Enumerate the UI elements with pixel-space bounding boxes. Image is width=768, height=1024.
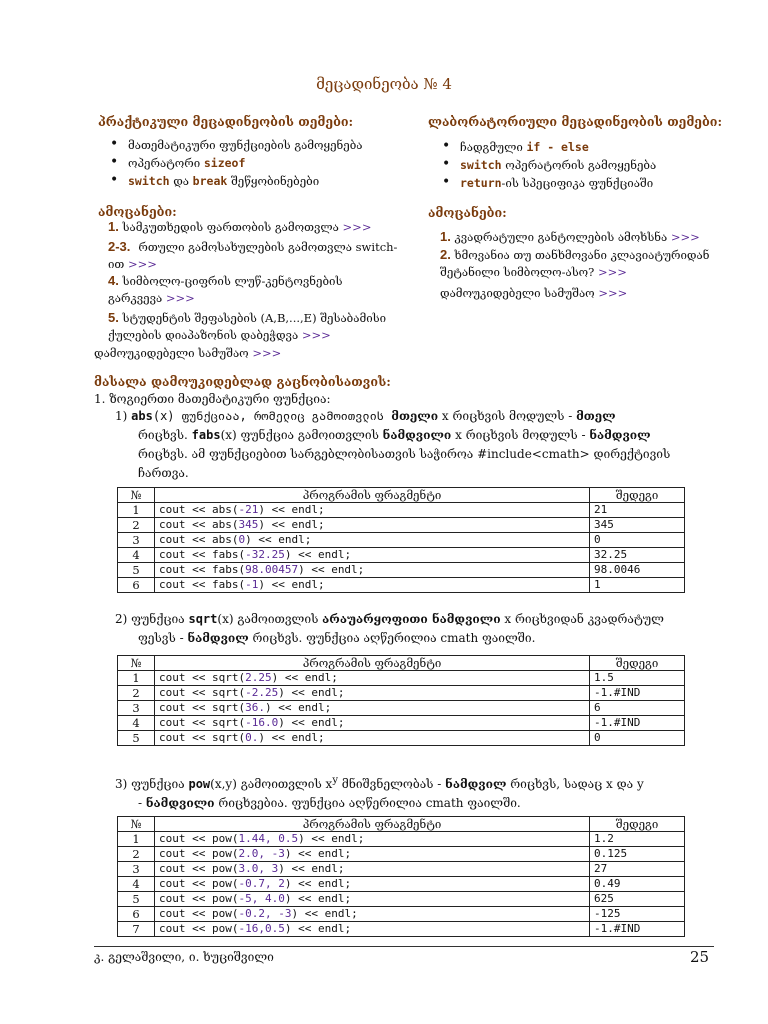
result-cell: 625: [590, 892, 685, 907]
result-cell: 27: [590, 862, 685, 877]
list-item: [430, 158, 730, 176]
table-row: [118, 686, 685, 701]
code-cell: [155, 548, 590, 563]
paragraph-line: [115, 610, 715, 629]
text-run: (x,y) გამოითვლის x: [210, 777, 333, 791]
code-argument: 98.00457: [245, 563, 299, 576]
row-number: 2: [118, 847, 155, 862]
item-number: 2): [115, 612, 128, 626]
lab-task-1: [440, 228, 730, 246]
code-cell: [155, 503, 590, 518]
paragraph-line: რიცხვს. ამ ფუნქციებით სარგებლობისათვის საჭიროა #include<cmath> დირექტივის: [138, 447, 671, 461]
code-prefix: cout << pow(: [159, 892, 239, 905]
code-cell: [155, 701, 590, 716]
table-row: [118, 922, 685, 937]
keyword: break: [192, 174, 228, 188]
result-cell: 345: [590, 518, 685, 533]
text-run: ფუნქცია: [131, 612, 189, 626]
code-argument: -5, 4.0: [238, 892, 285, 905]
practical-heading: პრაქტიკული მეცადინეობის თემები:: [98, 114, 354, 129]
paragraph-1: [115, 407, 715, 483]
col-header-num: №: [118, 817, 155, 832]
result-cell: 21: [590, 503, 685, 518]
code-argument: 2.25: [245, 671, 272, 684]
emphasis: არაუარყოფითი ნამდვილი: [322, 612, 501, 626]
row-number: 4: [118, 716, 155, 731]
row-number: 7: [118, 922, 155, 937]
list-item: [98, 156, 398, 174]
row-number: 6: [118, 907, 155, 922]
text-run: (x) გამოითვლის: [217, 612, 323, 626]
independent-link[interactable]: >>>: [252, 346, 282, 360]
practical-independent: [94, 345, 281, 362]
code-argument: -16.0: [245, 716, 279, 729]
code-suffix: ) << endl;: [258, 731, 325, 744]
table-row: [118, 533, 685, 548]
code-prefix: cout << fabs(: [159, 548, 246, 561]
table-row: [118, 701, 685, 716]
code-prefix: cout << sqrt(: [159, 701, 246, 714]
independent-text: დამოუკიდებელი სამუშაო: [94, 346, 249, 360]
table-row: [118, 563, 685, 578]
paragraph-line: ჩართვა.: [138, 466, 189, 480]
row-number: 4: [118, 548, 155, 563]
task-link[interactable]: >>>: [128, 257, 157, 271]
row-number: 5: [118, 563, 155, 578]
row-number: 6: [118, 578, 155, 593]
code-cell: [155, 671, 590, 686]
paragraph-line: [115, 794, 715, 813]
table-row: [118, 548, 685, 563]
code-argument: -32.25: [245, 548, 285, 561]
code-suffix: ) << endl;: [284, 892, 352, 905]
abs-fabs-table: [117, 487, 685, 593]
task-number: 2.: [440, 247, 451, 262]
result-cell: 0: [590, 533, 685, 548]
bullet-text: შეწყობინებები: [227, 174, 320, 188]
code-suffix: ) << endl;: [291, 907, 358, 920]
table-row: [118, 892, 685, 907]
result-cell: -1.#IND: [590, 686, 685, 701]
code-cell: [155, 922, 590, 937]
footer-rule: [94, 946, 714, 947]
text-run: x რიცხვის მოდულს -: [451, 428, 590, 442]
text-run: (x) ფუნქციაა, რომელიც გამოითვლის: [152, 409, 392, 423]
code-suffix: ) << endl;: [258, 518, 325, 531]
bullet-text: -ის სპეციფიკა ფუნქციაში: [501, 176, 654, 190]
task-link[interactable]: >>>: [165, 291, 195, 305]
code-argument: -16,0.5: [238, 922, 285, 935]
result-cell: -1.#IND: [590, 922, 685, 937]
row-number: 2: [118, 518, 155, 533]
lab-topics-list: [430, 140, 730, 194]
code-cell: [155, 877, 590, 892]
task-link[interactable]: >>>: [598, 265, 627, 279]
code-suffix: ) << endl;: [258, 578, 325, 591]
emphasis: ნამდვილ: [187, 631, 249, 645]
sqrt-table: [117, 655, 685, 746]
lab-tasks-heading: ამოცანები:: [428, 205, 507, 220]
table-header-row: [118, 817, 685, 832]
table-row: [118, 862, 685, 877]
code-argument: 345: [238, 518, 259, 531]
result-cell: 1: [590, 578, 685, 593]
table-row: [118, 907, 685, 922]
keyword: switch: [128, 174, 170, 188]
task-text: სიმბოლო-ციფრის ლუწ-კენტოვნების გარკვევა: [108, 274, 343, 305]
keyword: if - else: [526, 140, 589, 154]
code-suffix: ) << endl;: [245, 533, 312, 546]
paragraph-line: [115, 426, 715, 445]
code-prefix: cout << sqrt(: [159, 686, 246, 699]
text-run: -: [138, 796, 146, 810]
keyword: return: [460, 176, 502, 190]
task-text: სტუდენტის შეფასების (A,B,...,E) შესაბამისი ქულების დიაპაზონის დაბეჭდვა: [108, 311, 387, 342]
code-argument: 36.: [245, 701, 265, 714]
code-prefix: cout << pow(: [159, 847, 239, 860]
code-suffix: ) << endl;: [284, 922, 352, 935]
col-header-code: პროგრამის ფრაგმენტი: [155, 656, 590, 671]
code-cell: [155, 892, 590, 907]
code-prefix: cout << pow(: [159, 907, 239, 920]
paragraph-line: [115, 629, 715, 648]
table-row: [118, 578, 685, 593]
result-cell: -1.#IND: [590, 716, 685, 731]
table-header-row: [118, 656, 685, 671]
row-number: 3: [118, 862, 155, 877]
code-cell: [155, 862, 590, 877]
bullet-text: მათემატიკური ფუნქციების გამოყენება: [128, 138, 363, 152]
bullet-text: და: [169, 174, 193, 188]
practical-task-2: [108, 238, 398, 273]
page-title: მეცადინეობა № 4: [316, 75, 452, 93]
practical-task-1: [108, 218, 398, 236]
table-row: [118, 731, 685, 746]
text-run: ფესვს -: [138, 631, 188, 645]
task-number: 1.: [440, 229, 451, 244]
row-number: 2: [118, 686, 155, 701]
task-number: 1.: [108, 219, 119, 234]
code-cell: [155, 533, 590, 548]
code-cell: [155, 832, 590, 847]
table-row: [118, 671, 685, 686]
text-run: რიცხვებია. ფუნქცია აღწერილია cmath ფაილში.: [214, 796, 521, 810]
code-prefix: cout << abs(: [159, 503, 239, 516]
code-suffix: ) << endl;: [264, 701, 332, 714]
result-cell: -125: [590, 907, 685, 922]
code-suffix: ) << endl;: [298, 563, 365, 576]
emphasis: მთელი: [391, 409, 439, 423]
code-argument: 0.: [245, 731, 259, 744]
footer-authors: კ. გელაშვილი, ი. ხუციშვილი: [94, 950, 274, 964]
row-number: 1: [118, 832, 155, 847]
task-number: 4.: [108, 273, 119, 288]
table-row: [118, 832, 685, 847]
code-argument: 2.0, -3: [238, 847, 285, 860]
material-heading: მასალა დამოუკიდებლად გაცნობისათვის:: [94, 374, 391, 389]
text-run: რიცხვს. ფუნქცია აღწერილია cmath ფაილში.: [248, 631, 536, 645]
result-cell: 32.25: [590, 548, 685, 563]
practical-task-5: [108, 309, 398, 344]
independent-link[interactable]: >>>: [598, 286, 628, 300]
page-number: 25: [690, 948, 710, 966]
code-prefix: cout << pow(: [159, 862, 239, 875]
code-prefix: cout << abs(: [159, 533, 239, 546]
section-1-title: 1. ზოგიერთი მათემატიკური ფუნქცია:: [94, 392, 331, 406]
paragraph-3: [115, 771, 715, 813]
task-text: რთული გამოსახულების გამოთვლა switch-ით: [108, 240, 398, 271]
code-cell: [155, 731, 590, 746]
code-prefix: cout << sqrt(: [159, 731, 246, 744]
code-suffix: ) << endl;: [278, 686, 345, 699]
code-cell: [155, 578, 590, 593]
code-suffix: ) << endl;: [284, 548, 352, 561]
code-prefix: cout << fabs(: [159, 578, 246, 591]
result-cell: 0.125: [590, 847, 685, 862]
table-row: [118, 877, 685, 892]
col-header-code: პროგრამის ფრაგმენტი: [155, 817, 590, 832]
col-header-result: შედეგი: [590, 656, 685, 671]
item-number: 3): [115, 777, 128, 791]
row-number: 5: [118, 892, 155, 907]
code-prefix: cout << pow(: [159, 922, 239, 935]
table-row: [118, 716, 685, 731]
list-item: [430, 176, 730, 194]
task-text: ხმოვანია თუ თანხმოვანი კლავიატურიდან შეტანილი სიმბოლო-ასო?: [440, 248, 710, 279]
independent-text: დამოუკიდებელი სამუშაო: [440, 286, 595, 300]
row-number: 4: [118, 877, 155, 892]
code-argument: -0.2, -3: [238, 907, 292, 920]
code-suffix: ) << endl;: [271, 671, 338, 684]
item-number: 1): [115, 409, 128, 423]
practical-tasks-heading: ამოცანები:: [98, 204, 177, 219]
code-suffix: ) << endl;: [278, 862, 345, 875]
code-cell: [155, 563, 590, 578]
table-row: [118, 518, 685, 533]
list-item: [430, 140, 730, 158]
emphasis: მთელ: [576, 409, 616, 423]
code-argument: -1: [245, 578, 259, 591]
lab-independent: [440, 285, 627, 302]
code-suffix: ) << endl;: [298, 832, 365, 845]
superscript: y: [332, 775, 338, 786]
col-header-result: შედეგი: [590, 817, 685, 832]
result-cell: 98.0046: [590, 563, 685, 578]
code-cell: [155, 518, 590, 533]
task-link[interactable]: >>>: [670, 230, 700, 244]
keyword: sizeof: [203, 156, 246, 170]
emphasis: ნამდვილი: [382, 428, 452, 442]
code-argument: -0.7, 2: [238, 877, 285, 890]
col-header-num: №: [118, 488, 155, 503]
code-prefix: cout << fabs(: [159, 563, 246, 576]
col-header-code: პროგრამის ფრაგმენტი: [155, 488, 590, 503]
code-suffix: ) << endl;: [284, 847, 352, 860]
text-run: რიცხვს.: [138, 428, 192, 442]
task-number: 2-3.: [108, 239, 131, 254]
func-name: pow: [188, 777, 211, 791]
bullet-text: ჩადგმული: [460, 140, 527, 154]
bullet-text: ოპერატორი: [128, 156, 204, 170]
code-cell: [155, 847, 590, 862]
table-row: [118, 503, 685, 518]
lab-heading: ლაბორატორიული მეცადინეობის თემები:: [428, 114, 723, 129]
code-prefix: cout << sqrt(: [159, 671, 246, 684]
row-number: 1: [118, 503, 155, 518]
practical-topics-list: [98, 138, 398, 192]
keyword: switch: [460, 158, 502, 172]
emphasis: ნამდვილ: [589, 428, 651, 442]
code-argument: 1.44, 0.5: [238, 832, 299, 845]
code-argument: 0: [238, 533, 246, 546]
result-cell: 0.49: [590, 877, 685, 892]
code-suffix: ) << endl;: [258, 503, 325, 516]
text-run: მნიშვნელობას -: [337, 777, 446, 791]
col-header-num: №: [118, 656, 155, 671]
list-item: [98, 138, 398, 156]
bullet-text: ოპერატორის გამოყენება: [501, 158, 657, 172]
text-run: (x) ფუნქცია გამოითვლის: [220, 428, 383, 442]
task-text: კვადრატული განტოლების ამოხსნა: [454, 230, 668, 244]
code-cell: [155, 907, 590, 922]
code-argument: -21: [238, 503, 259, 516]
row-number: 3: [118, 533, 155, 548]
emphasis: ნამდვილი: [145, 796, 215, 810]
text-run: x რიცხვიდან კვადრატულ: [500, 612, 664, 626]
task-link[interactable]: >>>: [342, 220, 372, 234]
code-prefix: cout << pow(: [159, 832, 239, 845]
func-name: sqrt: [188, 612, 218, 626]
func-name: abs: [131, 409, 153, 423]
code-prefix: cout << abs(: [159, 518, 239, 531]
code-cell: [155, 686, 590, 701]
result-cell: 0: [590, 731, 685, 746]
code-argument: 3.0, 3: [238, 862, 279, 875]
row-number: 5: [118, 731, 155, 746]
paragraph-line: [115, 771, 715, 794]
code-argument: -2.25: [245, 686, 279, 699]
text-run: x რიცხვის მოდულს -: [438, 409, 577, 423]
task-text: სამკუთხედის ფართობის გამოთვლა: [122, 220, 339, 234]
task-link[interactable]: >>>: [301, 328, 331, 342]
table-header-row: [118, 488, 685, 503]
practical-task-4: [108, 272, 398, 307]
paragraph-line: [115, 407, 715, 426]
result-cell: 1.5: [590, 671, 685, 686]
text-run: რიცხვს, სადაც x და y: [506, 777, 644, 791]
col-header-result: შედეგი: [590, 488, 685, 503]
table-row: [118, 847, 685, 862]
code-suffix: ) << endl;: [278, 716, 345, 729]
paragraph-2: [115, 610, 715, 648]
code-suffix: ) << endl;: [284, 877, 352, 890]
text-run: ფუნქცია: [131, 777, 189, 791]
code-cell: [155, 716, 590, 731]
row-number: 3: [118, 701, 155, 716]
result-cell: 6: [590, 701, 685, 716]
row-number: 1: [118, 671, 155, 686]
code-prefix: cout << pow(: [159, 877, 239, 890]
result-cell: 1.2: [590, 832, 685, 847]
lab-task-2: [440, 246, 730, 281]
func-name: fabs: [191, 428, 221, 442]
code-prefix: cout << sqrt(: [159, 716, 246, 729]
emphasis: ნამდვილ: [445, 777, 507, 791]
pow-table: [117, 816, 685, 937]
task-number: 5.: [108, 310, 119, 325]
list-item: [98, 174, 398, 192]
